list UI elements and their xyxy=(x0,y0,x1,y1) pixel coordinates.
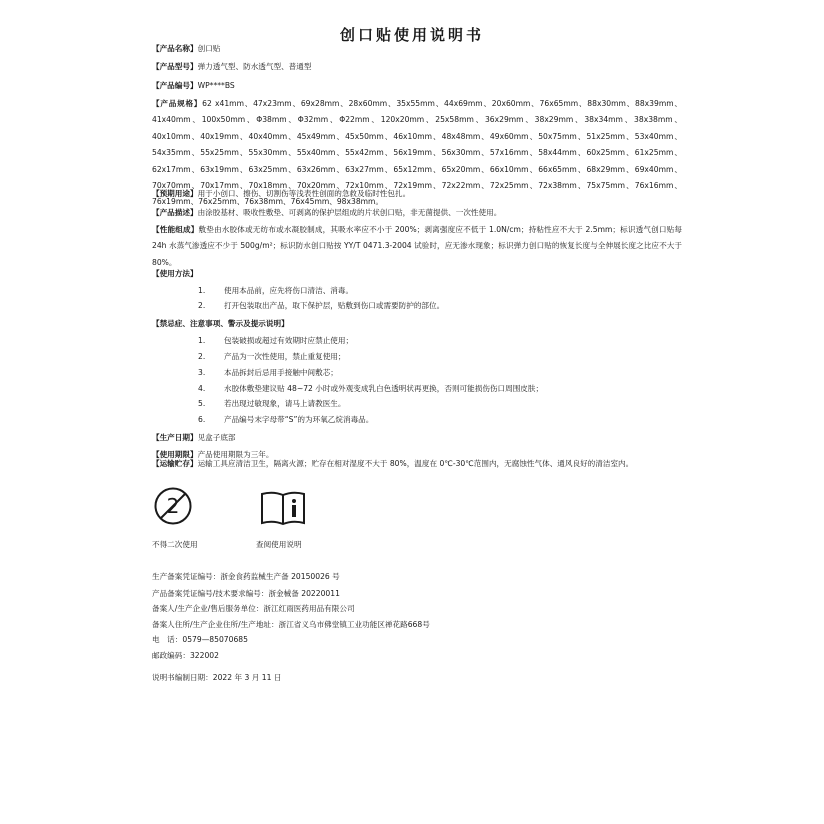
warning-item-text: 水胶体敷垫建议贴 48~72 小时或外观变成乳白色透明状再更换，否则可能损伤伤口周围皮肤； xyxy=(224,384,544,393)
usage-label: 【使用方法】 xyxy=(152,269,198,278)
warning-item xyxy=(198,396,688,411)
usage-item-num: 1. xyxy=(198,286,206,295)
product-name-label: 【产品名称】 xyxy=(152,44,198,53)
company-name: 备案人/生产企业/售后服务单位：浙江红雨医药用品有限公司 xyxy=(152,604,355,613)
expiry-label: 【使用期限】 xyxy=(152,450,198,459)
product-model-label: 【产品型号】 xyxy=(152,62,198,71)
intended-use-value: 用于小创口、擦伤、切割伤等浅表性创面的急救及临时性包扎。 xyxy=(197,189,411,198)
storage-label: 【运输贮存】 xyxy=(152,459,198,468)
usage-item-text: 打开包装取出产品，取下保护层，贴敷到伤口或需要防护的部位。 xyxy=(224,301,445,310)
usage-item-text: 使用本品前，应先将伤口清洁、消毒。 xyxy=(224,286,354,295)
warning-item-num: 1. xyxy=(198,336,206,345)
usage-item xyxy=(198,298,688,313)
postal-code: 邮政编码：322002 xyxy=(152,651,219,660)
warning-item-text: 包装破损或超过有效期时应禁止使用； xyxy=(224,336,354,345)
compile-date: 说明书编制日期：2022 年 3 月 11 日 xyxy=(152,673,282,682)
product-code-value: WP****BS xyxy=(197,81,235,90)
svg-text:2: 2 xyxy=(166,494,180,518)
warning-item-num: 3. xyxy=(198,368,206,377)
consult-instructions-caption: 查阅使用说明 xyxy=(256,540,302,549)
usage-item xyxy=(198,283,688,298)
warning-item-text: 产品编号末字母带“S”的为环氧乙烷消毒品。 xyxy=(224,415,374,424)
production-record-number: 生产备案凭证编号：浙金食药监械生产备 20150026 号 xyxy=(152,572,340,581)
company-phone: 电 话：0579—85070685 xyxy=(152,635,248,644)
intended-use-label: 【预期用途】 xyxy=(152,189,198,198)
product-code-row xyxy=(152,78,682,93)
intended-use-row xyxy=(152,186,682,201)
warning-item xyxy=(198,381,688,396)
warning-item-text: 本品拆封后忌用手接触中间敷芯； xyxy=(224,368,338,377)
warning-item xyxy=(198,333,688,348)
warning-item-text: 若出现过敏现象，请马上请教医生。 xyxy=(224,399,346,408)
product-name-value: 创口贴 xyxy=(197,44,221,53)
warning-item-num: 4. xyxy=(198,384,206,393)
performance-value: 敷垫由水胶体或无纺布或水凝胶制成，其吸水率应不小于 200%；剥离强度应不低于 1.0N/cm；持粘性应不大于 2.5mm；标识透气创口贴每 24h 水蒸气渗透应不少于 500g/m²；标识防水创口贴按 YY/T 0471.3-2004 试验时，应无渗水现象；标识弹力创口贴的恢复长度与全伸展长度之比应不大于 80%。 xyxy=(152,225,682,267)
warning-item xyxy=(198,349,688,364)
do-not-reuse-icon xyxy=(153,486,193,526)
storage-row xyxy=(152,456,682,471)
usage-heading xyxy=(152,266,682,281)
storage-value: 运输工具应清洁卫生，隔离火源；贮存在相对湿度不大于 80%，温度在 0℃-30℃范围内，无腐蚀性气体、通风良好的清洁室内。 xyxy=(197,459,634,468)
product-spec-label: 【产品规格】 xyxy=(152,99,203,108)
product-record-number: 产品备案凭证编号/技术要求编号：浙金械备 20220011 xyxy=(152,589,340,598)
product-desc-value: 由涂胶基材、吸收性敷垫、可剥离的保护层组成的片状创口贴，非无菌提供、一次性使用。 xyxy=(197,208,502,217)
consult-instructions-icon xyxy=(259,490,307,526)
usage-item-num: 2. xyxy=(198,301,206,310)
production-date-label: 【生产日期】 xyxy=(152,433,198,442)
product-model-row xyxy=(152,59,682,74)
document-title: 创口贴使用说明书 xyxy=(339,26,484,44)
product-desc-label: 【产品描述】 xyxy=(152,208,198,217)
warning-item-num: 2. xyxy=(198,352,206,361)
production-date-value: 见盒子底部 xyxy=(197,433,236,442)
warning-item-num: 6. xyxy=(198,415,206,424)
performance-row xyxy=(152,222,682,271)
warnings-label: 【禁忌症、注意事项、警示及提示说明】 xyxy=(152,319,289,328)
expiry-value: 产品使用期限为三年。 xyxy=(197,450,274,459)
warnings-heading xyxy=(152,316,682,331)
warning-item xyxy=(198,365,688,380)
performance-label: 【性能组成】 xyxy=(152,225,199,234)
warning-item xyxy=(198,412,688,427)
product-code-label: 【产品编号】 xyxy=(152,81,198,90)
production-date-row xyxy=(152,430,682,445)
warning-item-num: 5. xyxy=(198,399,206,408)
product-name-row xyxy=(152,41,682,56)
company-address: 备案人住所/生产企业住所/生产地址：浙江省义乌市佛堂镇工业功能区禅花路668号 xyxy=(152,620,430,629)
product-desc-row xyxy=(152,205,682,220)
do-not-reuse-caption: 不得二次使用 xyxy=(152,540,198,549)
warning-item-text: 产品为一次性使用，禁止重复使用； xyxy=(224,352,346,361)
product-model-value: 弹力透气型、防水透气型、普通型 xyxy=(197,62,312,71)
product-spec-value: 62 x41mm、47x23mm、69x28mm、28x60mm、35x55mm、44x69mm、20x60mm、76x65mm、88x30mm、88x39mm、41x40mm、100x50mm、Φ38mm、Φ32mm、Φ22mm、120x20mm、25x58mm、36x29mm、38x29mm、38x34mm、38x38mm、40x10mm、40x19mm、40x40mm、45x49mm、45x50mm、46x10mm、48x48mm、49x60mm、50x75mm、51x25mm、53x40mm、54x35mm、55x25mm、55x30mm、55x40mm、55x42mm、56x19mm、56x30mm、57x16mm、58x44mm、60x25mm、61x25mm、62x17mm、63x19mm、63x25mm、63x26mm、63x27mm、65x12mm、65x20mm、66x10mm、66x65mm、68x29mm、69x40mm、70x70mm、70x17mm、70x18mm、70x20mm、72x10mm、72x19mm、72x22mm、72x25mm、72x38mm、75x75mm、76x16mm、76x19mm、76x25mm、76x38mm、76x45mm、98x38mm。 xyxy=(152,99,682,207)
